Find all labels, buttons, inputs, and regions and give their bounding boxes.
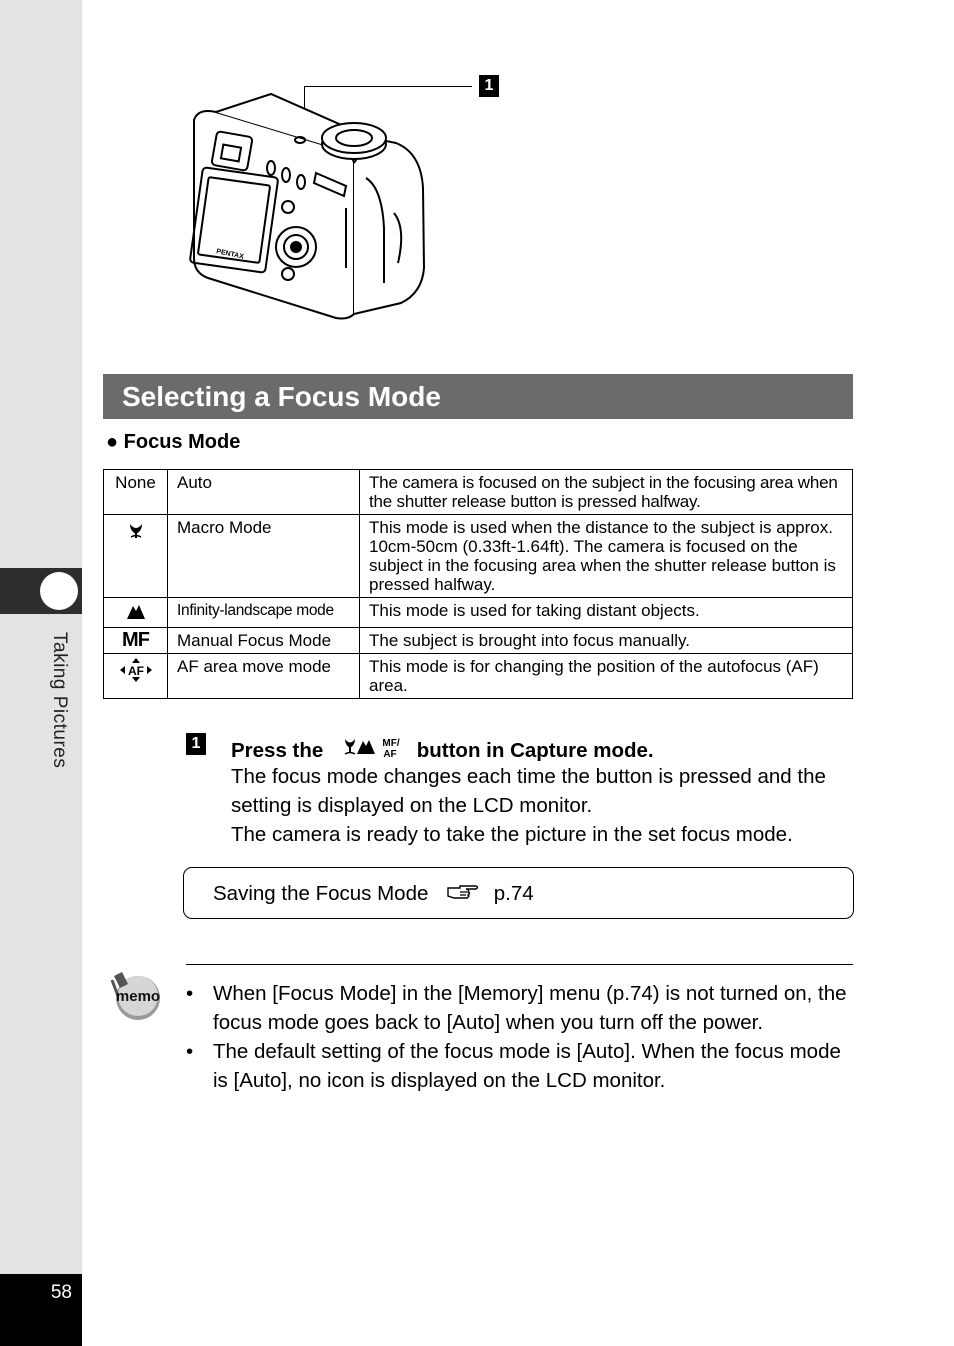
- bullet: •: [186, 1040, 194, 1063]
- svg-text:PENTAX: PENTAX: [215, 248, 245, 261]
- table-heading-label: Focus Mode: [123, 431, 241, 453]
- memo-icon: [108, 970, 166, 1022]
- section-title: Selecting a Focus Mode: [122, 381, 441, 412]
- step-instruction-line: The focus mode changes each time the button is pressed and the setting is displayed on the LCD monitor.: [231, 765, 826, 817]
- mode-description: This mode is used for taking distant objects.: [360, 598, 853, 628]
- macro-flower-icon: [127, 521, 145, 539]
- mode-name: Infinity-landscape mode: [168, 598, 360, 628]
- manual-focus-icon: MF: [104, 628, 168, 654]
- step-heading-prefix: Press the: [231, 739, 324, 762]
- memo-text: When [Focus Mode] in the [Memory] menu (p.74) is not turned on, the focus mode goes back to [Auto] when you turn off the power.: [213, 982, 847, 1034]
- cross-reference: [213, 882, 534, 906]
- page-number: 58: [50, 1282, 72, 1303]
- bullet: •: [186, 982, 194, 1005]
- af-area-move-icon: [119, 657, 153, 683]
- mode-name: Auto: [168, 470, 360, 515]
- table-row: [104, 515, 853, 598]
- list-item: [186, 979, 856, 1037]
- table-row: [104, 628, 853, 654]
- focus-button-icon: [333, 735, 407, 761]
- mode-symbol: [104, 515, 168, 598]
- table-row: [104, 470, 853, 515]
- reference-page: p.74: [493, 882, 534, 905]
- table-row: [104, 598, 853, 628]
- callout-number: 1: [479, 75, 499, 97]
- step-number: 1: [186, 733, 206, 755]
- step-heading: [231, 735, 654, 763]
- mode-symbol: [104, 598, 168, 628]
- mode-name: AF area move mode: [168, 654, 360, 699]
- step-instruction-line: The camera is ready to take the picture in the set focus mode.: [231, 823, 793, 846]
- mode-name: Macro Mode: [168, 515, 360, 598]
- memo-text: The default setting of the focus mode is [Auto]. When the focus mode is [Auto], no icon is displayed on the LCD monitor.: [213, 1040, 841, 1092]
- mode-description: The camera is focused on the subject in the focusing area when the shutter release button is pressed halfway.: [360, 470, 853, 515]
- mode-description: This mode is used when the distance to the subject is approx. 10cm-50cm (0.33ft-1.64ft). The camera is focused on the subject in the focusing area when the shutter release button is pressed halfway.: [360, 515, 853, 598]
- svg-text:AF: AF: [383, 749, 397, 760]
- mode-description: This mode is for changing the position of the autofocus (AF) area.: [360, 654, 853, 699]
- step-heading-suffix: button in Capture mode.: [416, 739, 654, 762]
- svg-text:AF: AF: [127, 664, 144, 678]
- memo-divider: [186, 964, 853, 965]
- table-heading: [106, 431, 240, 454]
- chapter-tab-circle: [40, 572, 78, 610]
- bullet-dot: ●: [106, 431, 119, 453]
- memo-list: [186, 979, 856, 1095]
- mode-description: The subject is brought into focus manually.: [360, 628, 853, 654]
- mode-symbol: [104, 654, 168, 699]
- chapter-label: Taking Pictures: [49, 632, 70, 769]
- mode-symbol: None: [104, 470, 168, 515]
- cross-reference-box: [183, 867, 854, 919]
- focus-mode-table: [103, 469, 853, 699]
- step-instructions: [231, 762, 871, 849]
- list-item: [186, 1037, 856, 1095]
- svg-text:memo: memo: [115, 988, 161, 1005]
- svg-text:MF/: MF/: [382, 738, 400, 749]
- mode-name: Manual Focus Mode: [168, 628, 360, 654]
- camera-illustration: [186, 68, 431, 323]
- reference-label: Saving the Focus Mode: [213, 882, 429, 905]
- pointing-hand-icon: [446, 884, 480, 902]
- infinity-mountain-icon: [126, 602, 146, 620]
- table-row: [104, 654, 853, 699]
- section-header: [103, 374, 853, 419]
